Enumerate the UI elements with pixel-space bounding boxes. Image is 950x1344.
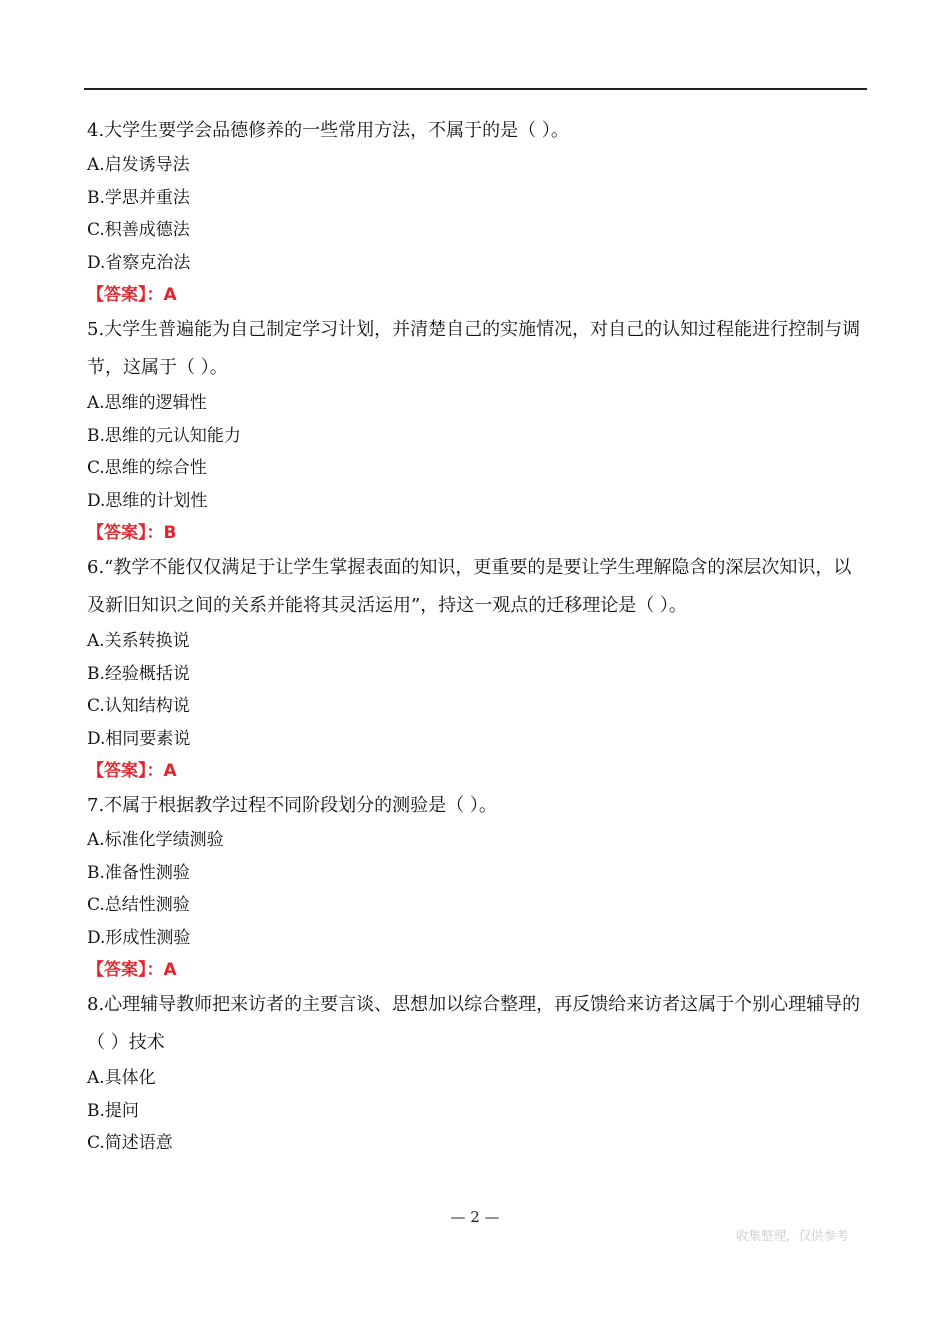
option-c: C.简述语意 [87, 1133, 173, 1153]
option-c: C.思维的综合性 [87, 458, 207, 478]
option-d: D.省察克治法 [87, 252, 191, 273]
option-d: D.形成性测验 [87, 927, 191, 948]
option-c: C.积善成德法 [87, 220, 190, 240]
answer-label: 【答案】：B [87, 523, 177, 543]
answer-label: 【答案】：A [87, 285, 177, 305]
option-c: C.总结性测验 [87, 895, 190, 915]
option-b: B.思维的元认知能力 [87, 425, 241, 446]
option-a: A.启发诱导法 [87, 155, 190, 175]
question-stem: 6.“教学不能仅仅满足于让学生掌握表面的知识，更重要的是要让学生理解隐含的深层次知识，以及新旧知识之间的关系并能将其灵活运用”，持这一观点的迁移理论是（ ）。 [87, 557, 852, 616]
question-stem: 5.大学生普遍能为自己制定学习计划，并清楚自己的实施情况，对自己的认知过程能进行控制与调节，这属于（ ）。 [87, 319, 861, 378]
page-number: — 2 — [450, 1208, 500, 1226]
answer-label: 【答案】：A [87, 761, 177, 781]
option-c: C.认知结构说 [87, 696, 190, 716]
answer-label: 【答案】：A [87, 960, 177, 980]
option-b: B.提问 [87, 1100, 139, 1121]
option-d: D.相同要素说 [87, 728, 191, 749]
option-a: A.标准化学绩测验 [87, 830, 224, 850]
option-d: D.思维的计划性 [87, 490, 208, 511]
question-7 [87, 787, 867, 986]
option-a: A.具体化 [87, 1068, 156, 1088]
watermark-text: 收集整理，仅供参考 [736, 1228, 849, 1243]
question-stem: 8.心理辅导教师把来访者的主要言谈、思想加以综合整理，再反馈给来访者这属于个别心理辅导的（ ）技术 [87, 994, 861, 1053]
option-a: A.思维的逻辑性 [87, 393, 207, 413]
option-b: B.准备性测验 [87, 862, 190, 883]
header-rule [84, 88, 867, 90]
question-6 [87, 549, 867, 787]
option-b: B.学思并重法 [87, 187, 190, 208]
question-stem: 7.不属于根据教学过程不同阶段划分的测验是（ ）。 [87, 795, 497, 816]
question-list [87, 112, 867, 1160]
option-b: B.经验概括说 [87, 663, 190, 684]
question-5 [87, 311, 867, 549]
option-a: A.关系转换说 [87, 631, 190, 651]
question-4 [87, 112, 867, 311]
question-8 [87, 986, 867, 1160]
question-stem: 4.大学生要学会品德修养的一些常用方法，不属于的是（ ）。 [87, 120, 569, 141]
